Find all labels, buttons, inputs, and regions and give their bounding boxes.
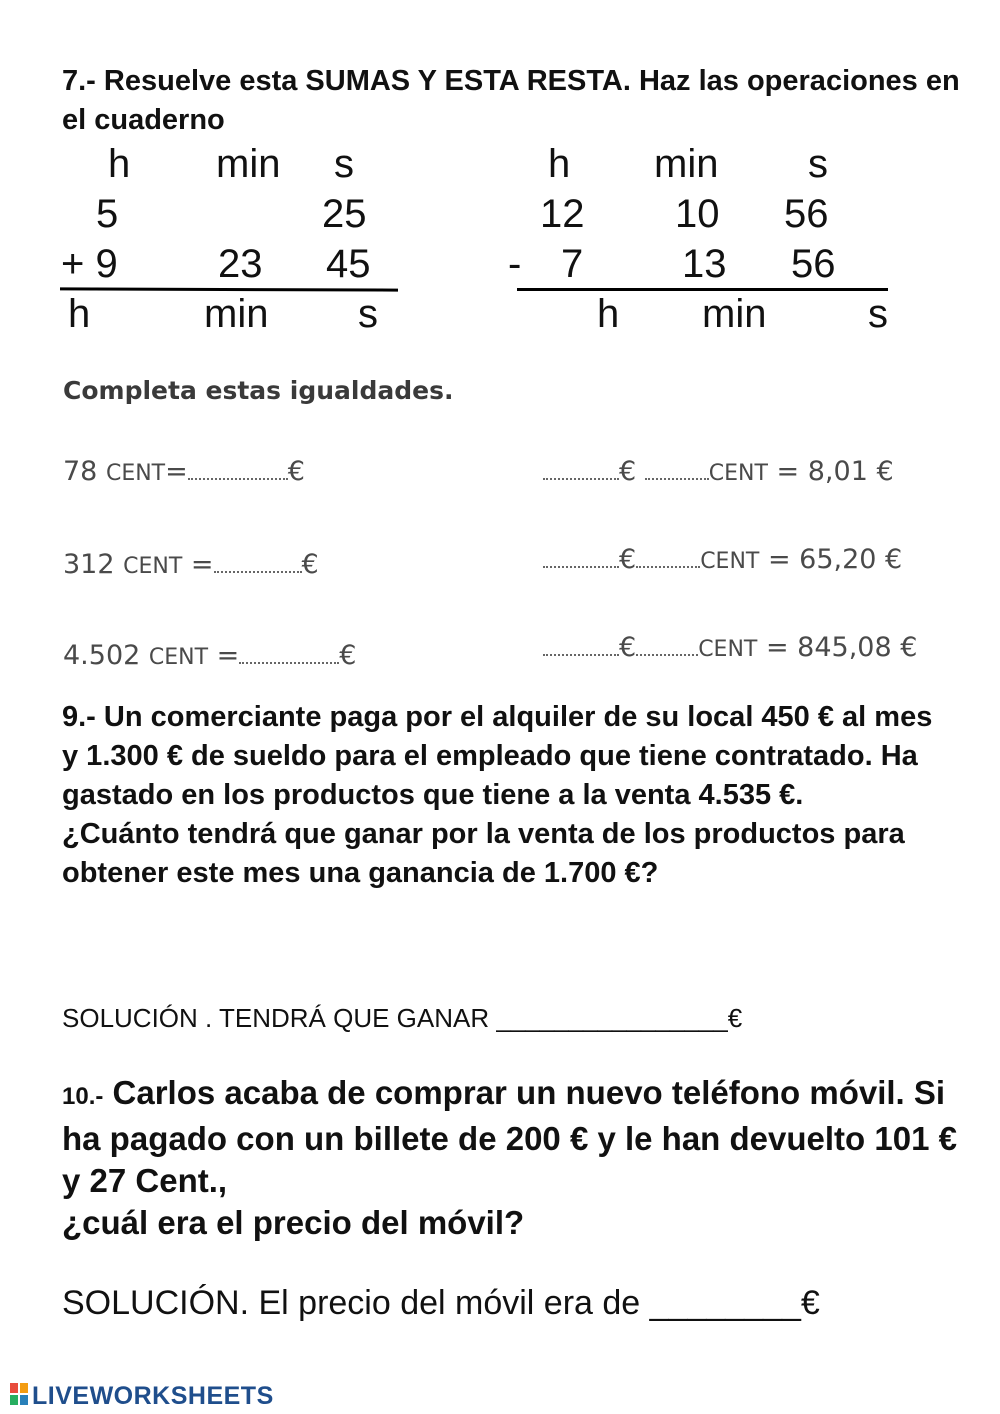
equality-left-3-eq: = (216, 640, 240, 671)
equality-left-3-unit: CENT (148, 645, 209, 670)
equality-right-2-euro-blank[interactable] (543, 544, 619, 568)
equality-left-3-number: 4.502 (63, 640, 141, 671)
equality-right-3-cent-blank[interactable] (636, 632, 698, 656)
sub-header-min: min (654, 142, 719, 186)
sub-row1-s: 56 (784, 192, 829, 236)
equality-left-3-blank[interactable] (239, 640, 339, 664)
sub-row2-s: 56 (791, 242, 836, 286)
equality-left-2-blank[interactable] (214, 549, 302, 573)
equality-left-1-currency: € (287, 456, 305, 487)
liveworksheets-logo[interactable] (10, 1382, 274, 1411)
question-10-text: Carlos acaba de comprar un nuevo teléfono móvil. Si ha pagado con un billete de 200 € y le han devuelto 101 € y 27 Cent., (62, 1074, 957, 1199)
sum-header-h: h (108, 142, 131, 186)
equality-left-1 (63, 456, 305, 487)
equality-right-3-currency: € (619, 632, 637, 663)
sum-row2-h: + 9 (61, 242, 118, 286)
sub-row2-h: 7 (561, 242, 584, 286)
equality-left-3-currency: € (339, 640, 357, 671)
question-10-question: ¿cuál era el precio del móvil? (62, 1204, 525, 1241)
sub-row2-min: 13 (682, 242, 727, 286)
liveworksheets-logo-icon (10, 1383, 30, 1407)
sum-row1-s: 25 (322, 192, 367, 236)
equality-right-3-unit: CENT (698, 637, 758, 662)
equality-right-2 (543, 544, 902, 575)
equality-right-2-result: = 65,20 € (767, 544, 903, 575)
equality-right-3-result: = 845,08 € (765, 632, 918, 663)
equality-left-2-unit: CENT (123, 554, 183, 579)
equality-right-1-currency: € (619, 456, 637, 487)
question-9 (62, 698, 942, 893)
equality-right-1 (543, 456, 894, 487)
question-9-solution[interactable]: SOLUCIÓN . TENDRÁ QUE GANAR ________________€ (62, 1003, 743, 1033)
sum-row1-h: 5 (96, 192, 119, 236)
equality-left-1-number: 78 (63, 456, 98, 487)
equality-right-1-unit: CENT (708, 461, 768, 486)
sub-row1-h: 12 (540, 192, 585, 236)
equality-left-1-unit: CENT (105, 461, 166, 486)
equality-right-2-cent-blank[interactable] (636, 544, 700, 568)
equality-left-1-blank[interactable] (188, 456, 288, 480)
equality-right-2-currency: € (619, 544, 637, 575)
sum-header-min: min (216, 142, 281, 186)
sub-result-min: min (702, 292, 767, 336)
sub-row2-sign: - (508, 242, 522, 286)
question-10-statement (62, 1072, 962, 1202)
sum-header-s: s (334, 142, 354, 186)
equality-left-1-eq: = (165, 456, 188, 487)
equality-left-3 (63, 640, 356, 671)
sum-result-min: min (204, 292, 269, 336)
question-10 (62, 1072, 962, 1244)
sub-header-h: h (548, 142, 571, 186)
equality-right-1-result: = 8,01 € (776, 456, 894, 487)
equalities-title: Completa estas igualdades. (63, 376, 454, 405)
question-9-question: ¿Cuánto tendrá que ganar por la venta de los productos para obtener este mes una ganancia de 1.700 €? (62, 818, 905, 889)
equality-left-2 (63, 549, 319, 580)
equality-right-3 (543, 632, 917, 663)
equality-left-2-eq: = (190, 549, 214, 580)
sub-result-h: h (597, 292, 620, 336)
question-9-statement: 9.- Un comerciante paga por el alquiler de su local 450 € al mes y 1.300 € de sueldo para el empleado que tiene contratado. Ha gastado en los productos que tiene a la venta 4.535 €. (62, 701, 933, 811)
sum-row2-min: 23 (218, 242, 263, 286)
sum-result-h: h (68, 292, 91, 336)
equality-right-3-euro-blank[interactable] (543, 632, 619, 656)
sub-header-s: s (808, 142, 828, 186)
equality-right-2-unit: CENT (700, 549, 760, 574)
equality-right-1-euro-blank[interactable] (543, 456, 619, 480)
question-7-title: 7.- Resuelve esta SUMAS Y ESTA RESTA. Haz las operaciones en el cuaderno (62, 65, 960, 136)
sum-row2-s: 45 (326, 242, 371, 286)
equality-right-1-cent-blank[interactable] (645, 456, 709, 480)
liveworksheets-brand: LIVEWORKSHEETS (32, 1382, 274, 1410)
equality-left-2-currency: € (301, 549, 319, 580)
equality-left-2-number: 312 (63, 549, 115, 580)
sum-result-s: s (358, 292, 378, 336)
question-10-solution[interactable]: SOLUCIÓN. El precio del móvil era de ________€ (62, 1284, 820, 1322)
sub-row1-min: 10 (675, 192, 720, 236)
question-10-number: 10.- (62, 1083, 104, 1110)
sub-result-s: s (868, 292, 888, 336)
